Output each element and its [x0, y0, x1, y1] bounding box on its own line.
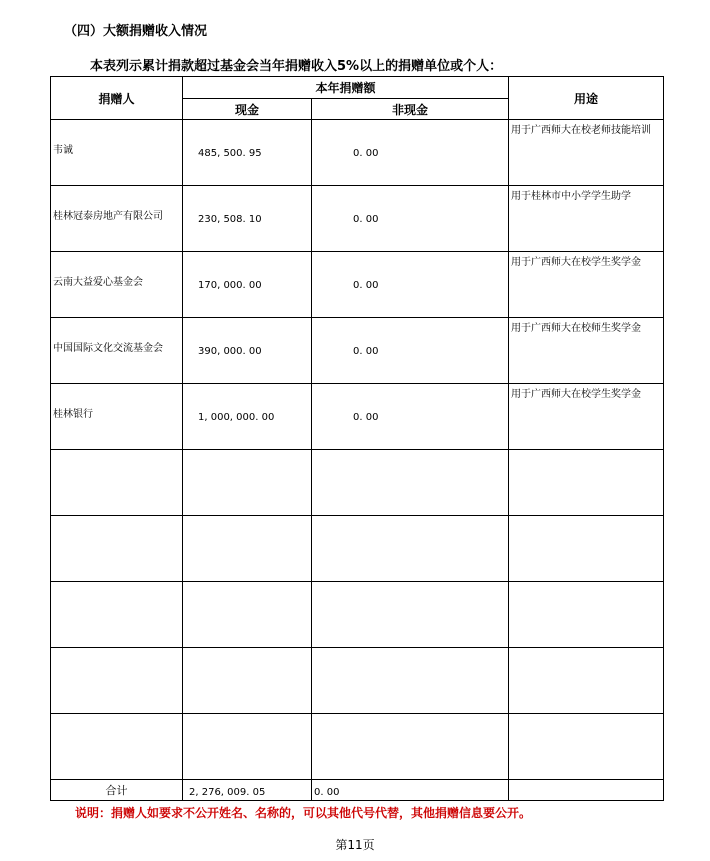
cash-cell	[183, 252, 312, 318]
purpose-cell	[509, 516, 664, 582]
cash-cell	[183, 450, 312, 516]
noncash-cell-text: 0. 00	[353, 214, 379, 225]
noncash-cell-text: 0. 00	[353, 280, 379, 291]
donor-cell	[51, 252, 183, 318]
purpose-cell	[509, 120, 664, 186]
donor-cell	[51, 714, 183, 780]
noncash-cell	[312, 186, 509, 252]
donor-cell	[51, 120, 183, 186]
donor-cell-text: 韦诚	[53, 145, 73, 156]
noncash-cell	[312, 252, 509, 318]
header-amount-group: 本年捐赠额	[183, 77, 509, 99]
cash-cell	[183, 714, 312, 780]
purpose-cell-text: 用于广西师大在校学生奖学金	[511, 389, 642, 400]
purpose-cell-text: 用于广西师大在校老师技能培训	[511, 125, 652, 136]
purpose-cell	[509, 186, 664, 252]
noncash-cell	[312, 516, 509, 582]
table-row	[51, 384, 664, 450]
purpose-cell-text	[509, 648, 663, 649]
table-row	[51, 516, 664, 582]
noncash-cell-text: 0. 00	[353, 412, 379, 423]
header-noncash: 非现金	[312, 99, 509, 120]
cash-cell-text: 230, 508. 10	[198, 214, 262, 225]
purpose-cell-text: 用于广西师大在校师生奖学金	[511, 323, 642, 334]
noncash-cell	[312, 648, 509, 714]
noncash-cell	[312, 384, 509, 450]
total-label: 合计	[51, 780, 183, 801]
table-row	[51, 582, 664, 648]
noncash-cell	[312, 318, 509, 384]
table-row	[51, 318, 664, 384]
section-title: （四）大额捐赠收入情况	[64, 24, 208, 39]
purpose-cell	[509, 318, 664, 384]
page-number: 第11页	[335, 838, 375, 852]
cash-cell-text: 390, 000. 00	[198, 346, 262, 357]
table-row	[51, 450, 664, 516]
cash-cell	[183, 648, 312, 714]
cash-cell-text	[183, 648, 311, 676]
purpose-cell	[509, 252, 664, 318]
total-noncash: 0. 00	[312, 780, 509, 801]
purpose-cell-text: 用于桂林市中小学学生助学	[511, 191, 632, 202]
cash-cell-text	[183, 582, 311, 610]
cash-cell-text: 1, 000, 000. 00	[198, 412, 275, 423]
table-row	[51, 648, 664, 714]
cash-cell-text: 170, 000. 00	[198, 280, 262, 291]
noncash-cell-text	[312, 582, 508, 610]
purpose-cell	[509, 384, 664, 450]
purpose-cell-text	[509, 714, 663, 715]
total-cash: 2, 276, 009. 05	[183, 780, 312, 801]
donor-cell	[51, 648, 183, 714]
donor-cell-text	[51, 648, 182, 669]
total-purpose	[509, 780, 664, 801]
header-cash: 现金	[183, 99, 312, 120]
table-row	[51, 252, 664, 318]
purpose-cell	[509, 450, 664, 516]
cash-cell-text	[183, 714, 311, 742]
noncash-cell-text	[312, 714, 508, 742]
total-row	[51, 780, 664, 801]
noncash-cell-text	[312, 648, 508, 676]
donor-cell-text: 云南大益爱心基金会	[53, 277, 143, 288]
cash-cell	[183, 186, 312, 252]
donor-cell	[51, 186, 183, 252]
table-row	[51, 714, 664, 780]
donor-cell-text	[51, 450, 182, 471]
cash-cell-text	[183, 516, 311, 544]
noncash-cell	[312, 714, 509, 780]
donor-cell-text: 桂林冠泰房地产有限公司	[53, 211, 163, 222]
header-donor: 捐赠人	[51, 77, 183, 120]
donor-cell	[51, 582, 183, 648]
noncash-cell	[312, 582, 509, 648]
donor-cell	[51, 318, 183, 384]
donor-cell-text	[51, 714, 182, 735]
donor-cell	[51, 384, 183, 450]
purpose-cell	[509, 582, 664, 648]
cash-cell	[183, 384, 312, 450]
purpose-cell-text	[509, 582, 663, 583]
purpose-cell	[509, 648, 664, 714]
cash-cell	[183, 582, 312, 648]
donor-cell	[51, 450, 183, 516]
disclosure-note: 说明：捐赠人如要求不公开姓名、名称的，可以其他代号代替，其他捐赠信息要公开。	[75, 806, 532, 820]
cash-cell	[183, 516, 312, 582]
noncash-cell-text: 0. 00	[353, 346, 379, 357]
table-row	[51, 120, 664, 186]
donor-cell-text: 桂林银行	[53, 409, 93, 420]
cash-cell-text: 485, 500. 95	[198, 148, 262, 159]
donation-table	[50, 76, 664, 801]
donor-cell-text	[51, 582, 182, 603]
purpose-cell	[509, 714, 664, 780]
donor-cell-text	[51, 516, 182, 537]
purpose-cell-text	[509, 516, 663, 517]
noncash-cell	[312, 450, 509, 516]
table-intro: 本表列示累计捐款超过基金会当年捐赠收入5%以上的捐赠单位或个人：	[90, 59, 503, 74]
noncash-cell-text	[312, 516, 508, 544]
cash-cell	[183, 318, 312, 384]
donor-cell	[51, 516, 183, 582]
noncash-cell	[312, 120, 509, 186]
donor-cell-text: 中国国际文化交流基金会	[53, 343, 163, 354]
noncash-cell-text	[312, 450, 508, 478]
cash-cell-text	[183, 450, 311, 478]
cash-cell	[183, 120, 312, 186]
purpose-cell-text: 用于广西师大在校学生奖学金	[511, 257, 642, 268]
header-purpose: 用途	[509, 77, 664, 120]
table-row	[51, 186, 664, 252]
purpose-cell-text	[509, 450, 663, 451]
noncash-cell-text: 0. 00	[353, 148, 379, 159]
